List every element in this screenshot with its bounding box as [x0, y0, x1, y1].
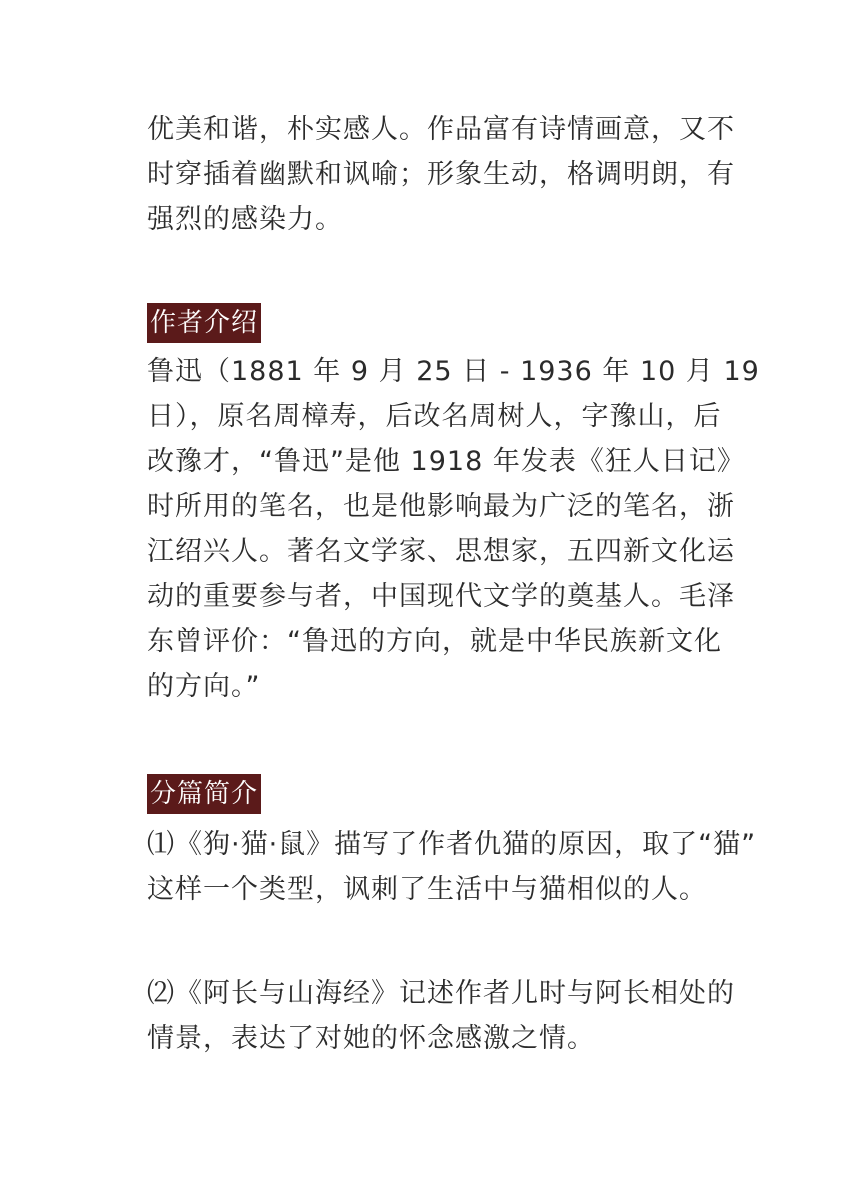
author-intro-heading: 作者介绍: [147, 303, 261, 343]
section-summary-line: 情景，表达了对她的怀念感激之情。: [147, 1023, 595, 1054]
author-bio-line: 江绍兴人。著名文学家、思想家，五四新文化运: [147, 536, 735, 567]
author-bio-line: 动的重要参与者，中国现代文学的奠基人。毛泽: [147, 581, 735, 612]
intro-paragraph: [147, 107, 735, 242]
author-bio-line: 鲁迅（1881 年 9 月 25 日 - 1936 年 10 月 19: [147, 356, 760, 387]
intro-line: 优美和谐，朴实感人。作品富有诗情画意，又不: [147, 114, 735, 145]
section-summary-line: 这样一个类型，讽刺了生活中与猫相似的人。: [147, 874, 707, 905]
section-summary-item: [147, 822, 757, 912]
author-bio-paragraph: [147, 349, 760, 709]
intro-line: 强烈的感染力。: [147, 204, 343, 235]
author-bio-line: 的方向。”: [147, 671, 261, 702]
author-bio-line: 东曾评价：“鲁迅的方向，就是中华民族新文化: [147, 626, 722, 657]
author-bio-line: 时所用的笔名，也是他影响最为广泛的笔名，浙: [147, 491, 735, 522]
section-summary-item: [147, 971, 735, 1061]
intro-line: 时穿插着幽默和讽喻；形象生动，格调明朗，有: [147, 159, 735, 190]
sections-summary-heading: 分篇简介: [147, 774, 261, 814]
author-bio-line: 改豫才，“鲁迅”是他 1918 年发表《狂人日记》: [147, 446, 745, 477]
section-summary-line: ⑴《狗·猫·鼠》描写了作者仇猫的原因，取了“猫”: [147, 829, 757, 860]
section-summary-line: ⑵《阿长与山海经》记述作者儿时与阿长相处的: [147, 978, 735, 1009]
author-bio-line: 日），原名周樟寿，后改名周树人，字豫山，后: [147, 401, 722, 432]
